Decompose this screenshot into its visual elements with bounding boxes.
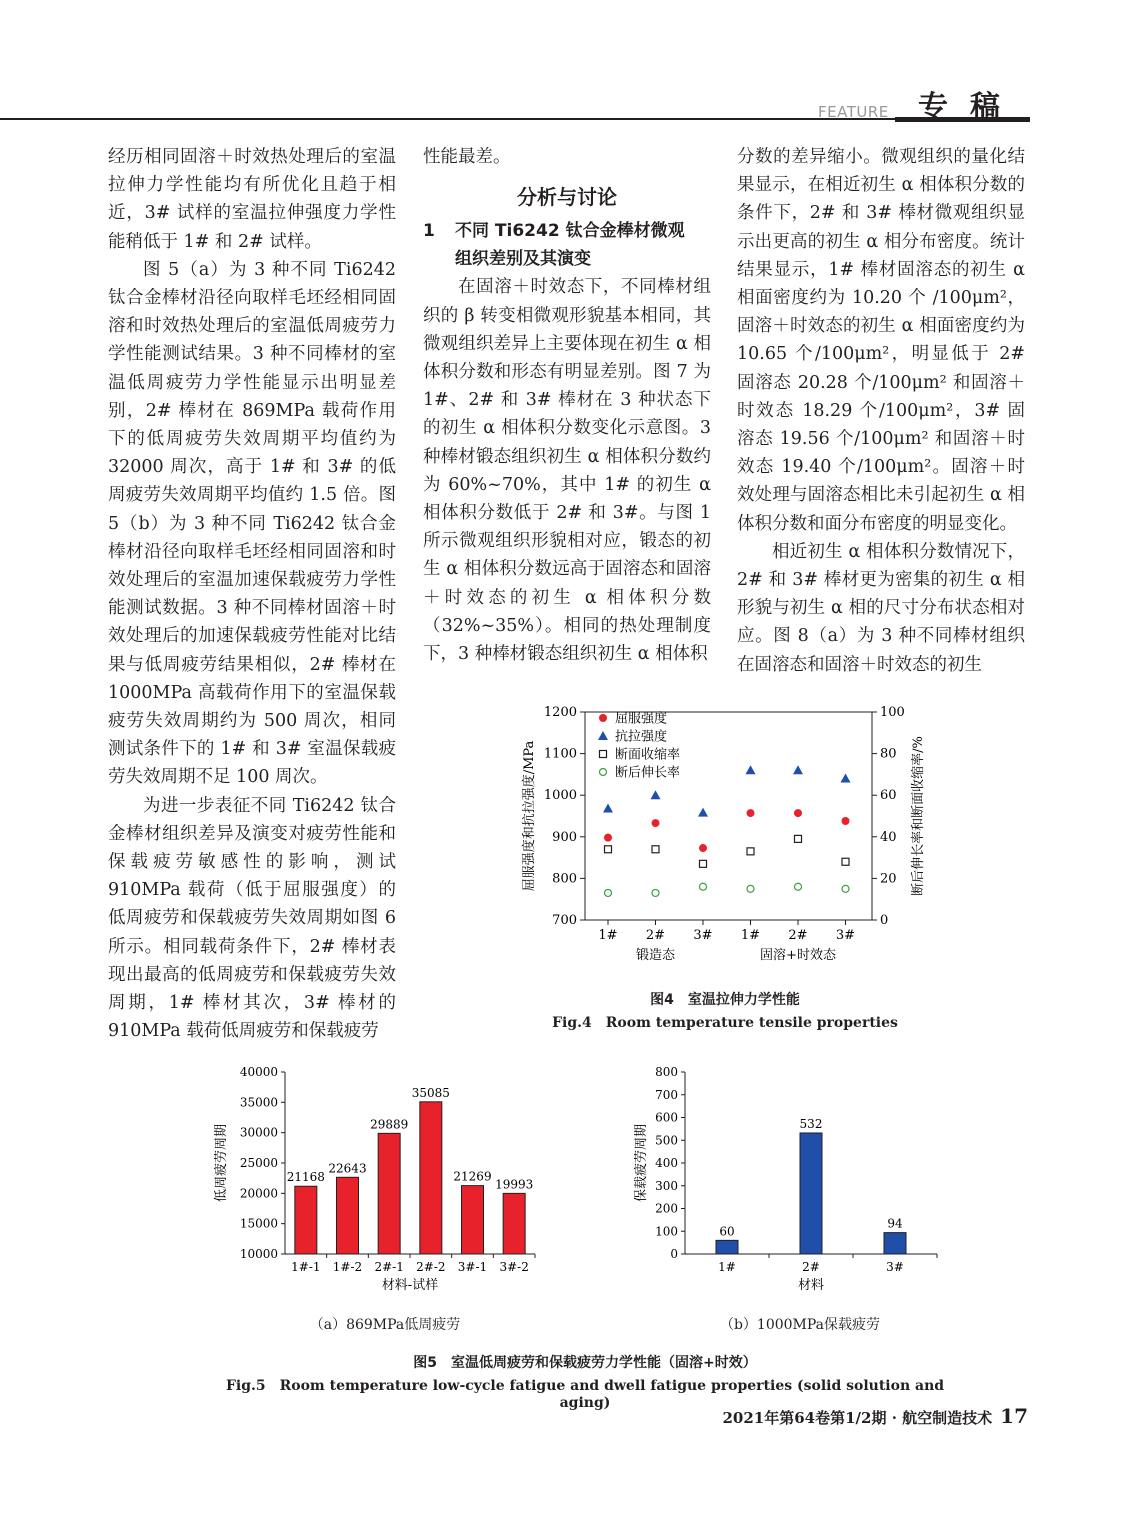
bar [337,1177,359,1254]
data-point-断后伸长率 [700,883,707,890]
page-footer [723,1404,1029,1428]
y-tick-label: 1100 [543,746,577,762]
y-tick-label: 200 [655,1201,678,1216]
y-tick-label: 700 [655,1087,678,1102]
data-point-断面收缩率 [747,848,754,855]
y-tick-label: 35000 [239,1095,278,1110]
paragraph: 经历相同固溶＋时效热处理后的室温拉伸力学性能均有所优化且趋于相近，3# 试样的室温拉伸强度力学性能稍低于 1# 和 2# 试样。 [108,147,396,252]
data-point-断面收缩率 [795,835,802,842]
data-point-断后伸长率 [842,885,849,892]
bar-value-label: 19993 [495,1177,534,1192]
y2-tick-label: 100 [880,705,905,720]
figure-5b-dwell-chart [625,1058,955,1308]
x-tick-label: 3#-2 [499,1260,529,1274]
x-tick-label: 2#-1 [374,1260,404,1274]
bar-value-label: 29889 [370,1117,409,1132]
paragraph: 为进一步表征不同 Ti6242 钛合金棒材组织差异及演变对疲劳性能和保载疲劳敏感性的影响，测试 910MPa 载荷（低于屈服强度）的低周疲劳和保载疲劳失效周期如图 6 所示。相同载荷条件下，2# 棒材表现出最高的低周疲劳和保载疲劳失效周期，1# 棒材其次，3# 棒材的 910MPa 载荷低周疲劳和保载疲劳 [108,795,396,1042]
data-point-抗拉强度 [603,804,613,813]
bar-value-label: 60 [719,1224,735,1239]
x-tick-label: 1#-1 [291,1260,321,1274]
data-point-抗拉强度 [746,765,756,774]
text-column-3 [737,143,1025,679]
x-tick-label: 3# [693,928,713,943]
y-tick-label: 40000 [239,1065,278,1079]
y-tick-label: 0 [670,1247,678,1261]
bar [884,1233,906,1254]
x-tick-label: 1# [718,1260,736,1274]
x-tick-label: 1#-2 [332,1260,363,1274]
data-point-屈服强度 [699,844,707,852]
x-tick-label: 1# [598,928,618,943]
y-tick-label: 600 [655,1110,678,1125]
y-tick-label: 800 [655,1065,678,1079]
data-point-屈服强度 [747,809,755,817]
figure-4-caption-cn: 图4 室温拉伸力学性能 [650,992,800,1008]
figure-5b-subcaption: （b）1000MPa保载疲劳 [719,1317,881,1333]
x-tick-label: 2#-2 [416,1260,446,1274]
y-tick-label: 30000 [239,1125,278,1140]
journal-issue: 2021年第64卷第1/2期 · 航空制造技术 [722,1409,993,1427]
data-point-断面收缩率 [652,846,659,853]
y-tick-label: 100 [655,1224,678,1239]
legend-label: 断面收缩率 [615,747,681,763]
legend-label: 屈服强度 [615,711,668,727]
x-axis-label: 材料 [797,1278,825,1293]
paragraph: 在固溶＋时效态下，不同棒材组织的 β 转变相微观形貌基本相同，其微观组织差异上主要体现在初生 α 相体积分数和形态有明显差别。图 7 为 1#、2# 和 3# 棒材在 3 种状态下的初生 α 相体积分数变化示意图。3 种棒材锻态组织初生 α 相体积分数约为 60%~70%，其中 1# 的初生 α 相体积分数低于 2# 和 3#。与图 1 所示微观组织形貌相对应，锻态的初生 α 相体积分数远高于固溶态和固溶＋时效态的初生 α 相体积分数（32%~35%）。相同的热处理制度下，3 种棒材锻态组织初生 α 相体积 [423,277,711,665]
y-tick-label: 10000 [239,1247,278,1261]
data-point-抗拉强度 [698,808,708,817]
y2-tick-label: 60 [880,788,897,804]
x-tick-label: 2# [645,928,666,943]
y-tick-label: 900 [552,829,577,845]
figure-4-caption-en: Fig.4 Room temperature tensile properties [552,1015,898,1031]
x-axis-label: 材料-试样 [381,1278,439,1293]
y-axis-label: 保载疲劳周期 [634,1123,649,1203]
header-section-title: 专稿 [918,90,1022,125]
text-column-1 [108,143,396,1046]
paragraph: 分数的差异缩小。微观组织的量化结果显示，在相近初生 α 相体积分数的条件下，2# 和 3# 棒材微观组织显示出更高的初生 α 相分布密度。统计结果显示，1# 棒材固溶态的初生 α 相面密度约为 10.20 个 /100μm²，固溶＋时效态的初生 α 相面密度约为 10.65 个/100μm²，明显低于 2# 固溶态 20.28 个/100μm² 和固溶＋时效态 18.29 个/100μm²，3# 固溶态 19.56 个/100μm² 和固溶＋时效态 19.40 个/100μm²。固溶＋时效处理与固溶态相比未引起初生 α 相体积分数和面分布密度的明显变化。 [737,147,1025,534]
legend-marker [600,751,607,758]
x-tick-label: 3# [886,1260,904,1274]
y2-tick-label: 0 [880,913,889,928]
y-tick-label: 15000 [239,1216,278,1231]
bar-value-label: 35085 [411,1085,450,1100]
y2-axis-label: 断后伸长率和断面收缩率/% [911,736,926,896]
legend-marker [600,769,607,776]
x-tick-label: 3# [835,928,856,943]
paragraph: 性能最差。 [423,147,511,167]
legend-marker [598,731,608,740]
x-group-label: 锻造态 [635,948,676,963]
bar [503,1193,525,1254]
section-heading: 分析与讨论 [517,185,617,210]
y-tick-label: 1200 [543,705,577,720]
paragraph: 图 5（a）为 3 种不同 Ti6242 钛合金棒材沿径向取样毛坯经相同固溶和时效热处理后的室温低周疲劳力学性能测试结果。3 种不同棒材的室温低周疲劳力学性能显示出明显差别，2# 棒材在 869MPa 载荷作用下的低周疲劳失效周期平均值约为 32000 周次，高于 1# 和 3# 的低周疲劳失效周期平均值约 1.5 倍。图 5（b）为 3 种不同 Ti6242 钛合金棒材沿径向取样毛坯经相同固溶和时效处理后的室温加速保载疲劳力学性能测试数据。3 种不同棒材固溶＋时效处理后的加速保载疲劳性能对比结果与低周疲劳结果相似，2# 棒材在 1000MPa 高载荷作用下的室温保载疲劳失效周期约为 500 周次，相同测试条件下的 1# 和 3# 室温保载疲劳失效周期不足 100 周次。 [108,259,396,788]
y-tick-label: 1000 [543,788,577,804]
data-point-断面收缩率 [700,860,707,867]
bar-value-label: 532 [799,1116,823,1131]
legend-label: 抗拉强度 [615,729,668,745]
subsection-heading [423,217,711,273]
subsection-number: 1 [423,221,435,242]
data-point-屈服强度 [652,819,660,827]
y-tick-label: 20000 [239,1186,278,1201]
data-point-抗拉强度 [841,774,851,783]
bar-value-label: 94 [887,1216,903,1231]
text-column-2 [423,143,711,668]
data-point-屈服强度 [842,817,850,825]
x-tick-label: 1# [740,928,761,943]
y-tick-label: 700 [552,913,577,928]
data-point-屈服强度 [794,809,802,817]
bar [295,1186,317,1254]
x-group-label: 固溶+时效态 [760,948,836,963]
figure-5-caption-cn: 图5 室温低周疲劳和保载疲劳力学性能（固溶+时效） [413,1355,757,1371]
bar-value-label: 21168 [286,1170,325,1185]
legend-label: 断后伸长率 [615,765,681,781]
x-tick-label: 2# [788,928,808,943]
y2-tick-label: 80 [880,746,897,762]
bar [420,1102,442,1254]
figure-4-tensile-chart [510,695,930,975]
header-feature-label: FEATURE [818,103,889,121]
bar [800,1133,822,1254]
data-point-断后伸长率 [795,883,802,890]
x-tick-label: 2# [802,1260,820,1274]
paragraph: 相近初生 α 相体积分数情况下，2# 和 3# 棒材更为密集的初生 α 相形貌与初生 α 相的尺寸分布状态相对应。图 8（a）为 3 种不同棒材组织在固溶态和固溶＋时效态的初生 [737,541,1025,675]
y-tick-label: 400 [655,1156,678,1170]
subsection-title-line: 组织差别及其演变 [455,249,591,270]
y2-tick-label: 20 [880,871,897,887]
x-tick-label: 3#-1 [457,1260,488,1274]
data-point-屈服强度 [604,834,612,842]
y-axis-label: 屈服强度和抗拉强度/MPa [522,740,537,892]
page-number: 17 [1000,1404,1028,1428]
y-axis-label: 低周疲劳周期 [214,1123,229,1203]
data-point-断后伸长率 [605,889,612,896]
y-tick-label: 500 [655,1133,678,1148]
y2-tick-label: 40 [880,829,897,845]
data-point-断后伸长率 [747,885,754,892]
y-tick-label: 300 [655,1178,678,1193]
figure-5-caption-en: Fig.5 Room temperature low-cycle fatigue and dwell fatigue properties (solid solution and aging) [225,1378,945,1411]
y-tick-label: 800 [552,871,577,887]
bar-value-label: 21269 [453,1169,492,1184]
data-point-抗拉强度 [793,765,803,774]
data-point-抗拉强度 [651,790,661,799]
bar [378,1133,400,1254]
bar [716,1240,738,1254]
figure-5a-subcaption: （a）869MPa低周疲劳 [309,1317,461,1333]
bar-value-label: 22643 [328,1161,367,1176]
y-tick-label: 25000 [239,1156,278,1170]
data-point-断面收缩率 [842,858,849,865]
subsection-title-line: 不同 Ti6242 钛合金棒材微观 [455,221,685,242]
bar [462,1186,484,1254]
data-point-断后伸长率 [652,889,659,896]
data-point-断面收缩率 [605,846,612,853]
legend-marker [599,714,607,722]
figure-5a-lcf-chart [205,1058,545,1308]
